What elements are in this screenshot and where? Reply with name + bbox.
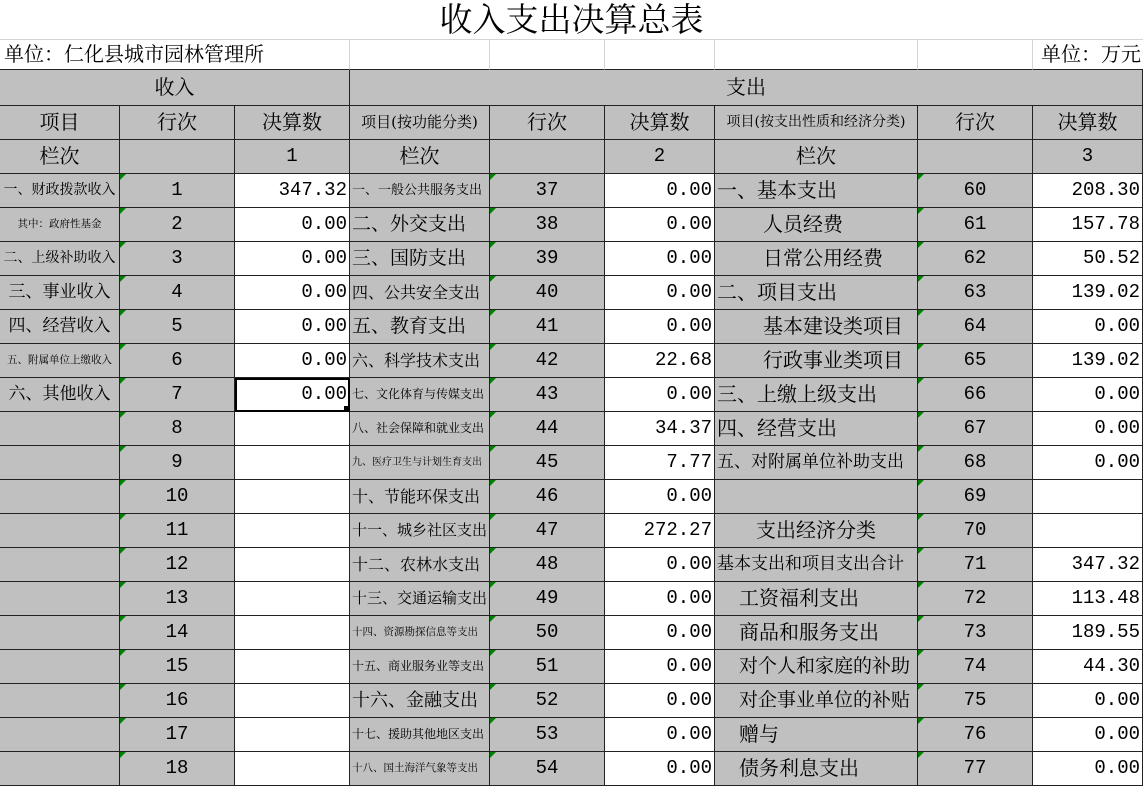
income-amount-cell[interactable]: 347.32 [235,174,350,208]
income-item-cell[interactable] [0,752,120,786]
economic-line-cell[interactable]: 65 [918,344,1033,378]
income-line-cell[interactable]: 13 [120,582,235,616]
income-line-cell[interactable]: 3 [120,242,235,276]
function-line-cell[interactable]: 41 [490,310,605,344]
income-item-cell[interactable]: 二、上级补助收入 [0,242,120,276]
function-line-cell[interactable]: 43 [490,378,605,412]
function-amount-cell[interactable]: 0.00 [605,718,715,752]
income-line-cell[interactable]: 11 [120,514,235,548]
income-amount-cell[interactable] [235,582,350,616]
function-line-cell[interactable]: 42 [490,344,605,378]
economic-item-cell[interactable]: 债务利息支出 [715,752,918,786]
economic-item-cell[interactable]: 赠与 [715,718,918,752]
income-line-cell[interactable]: 4 [120,276,235,310]
economic-item-cell[interactable] [715,480,918,514]
income-amount-header[interactable]: 决算数 [235,106,350,140]
income-line-cell[interactable]: 15 [120,650,235,684]
income-amount-cell[interactable]: 0.00 [235,208,350,242]
function-item-cell[interactable]: 十二、农林水支出 [350,548,490,582]
economic-line-cell[interactable]: 69 [918,480,1033,514]
unit-right-label[interactable]: 单位：万元 [1033,40,1143,70]
economic-amount-cell[interactable]: 113.48 [1033,582,1143,616]
function-line-cell[interactable]: 46 [490,480,605,514]
income-item-cell[interactable] [0,650,120,684]
income-amount-cell[interactable] [235,684,350,718]
function-amount-cell[interactable]: 0.00 [605,174,715,208]
income-column-index-label[interactable]: 栏次 [0,140,120,174]
economic-item-cell[interactable]: 三、上缴上级支出 [715,378,918,412]
income-section-header[interactable]: 收入 [0,70,350,106]
economic-line-cell[interactable]: 63 [918,276,1033,310]
function-amount-cell[interactable]: 0.00 [605,242,715,276]
function-amount-cell[interactable]: 7.77 [605,446,715,480]
economic-amount-cell[interactable]: 139.02 [1033,276,1143,310]
function-line-cell[interactable]: 44 [490,412,605,446]
income-item-cell[interactable] [0,616,120,650]
income-item-header[interactable]: 项目 [0,106,120,140]
function-amount-cell[interactable]: 22.68 [605,344,715,378]
economic-amount-cell[interactable] [1033,514,1143,548]
economic-line-cell[interactable]: 76 [918,718,1033,752]
income-amount-cell-selected[interactable]: 0.00 [235,378,350,412]
income-amount-cell[interactable] [235,548,350,582]
income-item-cell[interactable]: 一、财政拨款收入 [0,174,120,208]
economic-item-cell[interactable]: 四、经营支出 [715,412,918,446]
economic-line-cell[interactable]: 70 [918,514,1033,548]
economic-amount-header[interactable]: 决算数 [1033,106,1143,140]
economic-item-cell[interactable]: 一、基本支出 [715,174,918,208]
economic-amount-index[interactable]: 3 [1033,140,1143,174]
function-amount-cell[interactable]: 0.00 [605,752,715,786]
function-item-cell[interactable]: 十一、城乡社区支出 [350,514,490,548]
economic-line-cell[interactable]: 72 [918,582,1033,616]
income-item-cell[interactable] [0,718,120,752]
function-line-cell[interactable]: 53 [490,718,605,752]
income-line-cell[interactable]: 16 [120,684,235,718]
economic-amount-cell[interactable]: 347.32 [1033,548,1143,582]
economic-line-cell[interactable]: 67 [918,412,1033,446]
economic-item-cell[interactable]: 对个人和家庭的补助 [715,650,918,684]
income-item-cell[interactable] [0,446,120,480]
income-amount-cell[interactable]: 0.00 [235,242,350,276]
economic-amount-cell[interactable]: 44.30 [1033,650,1143,684]
income-line-cell[interactable]: 17 [120,718,235,752]
economic-amount-cell[interactable]: 0.00 [1033,412,1143,446]
economic-item-cell[interactable]: 日常公用经费 [715,242,918,276]
economic-item-header[interactable]: 项目(按支出性质和经济分类) [715,106,918,140]
economic-item-cell[interactable]: 支出经济分类 [715,514,918,548]
economic-amount-cell[interactable]: 0.00 [1033,718,1143,752]
income-amount-cell[interactable]: 0.00 [235,276,350,310]
income-line-cell[interactable]: 9 [120,446,235,480]
function-item-cell[interactable]: 五、教育支出 [350,310,490,344]
unit-row-blank-cell[interactable] [918,40,1033,70]
economic-item-cell[interactable]: 人员经费 [715,208,918,242]
economic-amount-cell[interactable]: 189.55 [1033,616,1143,650]
function-amount-cell[interactable]: 0.00 [605,684,715,718]
income-line-cell[interactable]: 10 [120,480,235,514]
function-item-cell[interactable]: 十五、商业服务业等支出 [350,650,490,684]
function-line-index-blank[interactable] [490,140,605,174]
income-amount-index[interactable]: 1 [235,140,350,174]
economic-item-cell[interactable]: 工资福利支出 [715,582,918,616]
income-amount-cell[interactable] [235,480,350,514]
unit-left-label[interactable]: 单位：仁化县城市园林管理所 [0,40,350,70]
income-item-cell[interactable] [0,412,120,446]
function-line-cell[interactable]: 40 [490,276,605,310]
function-item-cell[interactable]: 十六、金融支出 [350,684,490,718]
economic-line-cell[interactable]: 61 [918,208,1033,242]
income-amount-cell[interactable] [235,412,350,446]
income-amount-cell[interactable]: 0.00 [235,310,350,344]
economic-item-cell[interactable]: 基本建设类项目 [715,310,918,344]
function-item-cell[interactable]: 十、节能环保支出 [350,480,490,514]
income-item-cell[interactable]: 五、附属单位上缴收入 [0,344,120,378]
function-line-cell[interactable]: 50 [490,616,605,650]
income-line-cell[interactable]: 7 [120,378,235,412]
income-item-cell[interactable] [0,684,120,718]
economic-item-cell[interactable]: 商品和服务支出 [715,616,918,650]
function-line-cell[interactable]: 48 [490,548,605,582]
unit-row-blank-cell[interactable] [350,40,490,70]
function-amount-header[interactable]: 决算数 [605,106,715,140]
economic-line-cell[interactable]: 73 [918,616,1033,650]
economic-line-cell[interactable]: 77 [918,752,1033,786]
function-item-cell[interactable]: 十八、国土海洋气象等支出 [350,752,490,786]
function-item-cell[interactable]: 九、医疗卫生与计划生育支出 [350,446,490,480]
function-amount-cell[interactable]: 0.00 [605,616,715,650]
function-amount-cell[interactable]: 0.00 [605,208,715,242]
income-amount-cell[interactable] [235,718,350,752]
economic-amount-cell[interactable]: 0.00 [1033,446,1143,480]
function-amount-cell[interactable]: 0.00 [605,378,715,412]
function-item-cell[interactable]: 六、科学技术支出 [350,344,490,378]
income-line-index-blank[interactable] [120,140,235,174]
income-item-cell[interactable]: 六、其他收入 [0,378,120,412]
income-item-cell[interactable]: 四、经营收入 [0,310,120,344]
economic-line-cell[interactable]: 74 [918,650,1033,684]
economic-column-index-label[interactable]: 栏次 [715,140,918,174]
economic-line-header[interactable]: 行次 [918,106,1033,140]
function-item-cell[interactable]: 八、社会保障和就业支出 [350,412,490,446]
function-line-cell[interactable]: 39 [490,242,605,276]
function-item-cell[interactable]: 十七、援助其他地区支出 [350,718,490,752]
income-line-cell[interactable]: 6 [120,344,235,378]
economic-amount-cell[interactable]: 50.52 [1033,242,1143,276]
income-item-cell[interactable] [0,480,120,514]
function-item-cell[interactable]: 十四、资源勘探信息等支出 [350,616,490,650]
function-amount-cell[interactable]: 0.00 [605,310,715,344]
function-line-cell[interactable]: 51 [490,650,605,684]
report-title[interactable]: 收入支出决算总表 [0,0,1143,40]
economic-line-cell[interactable]: 75 [918,684,1033,718]
income-line-cell[interactable]: 1 [120,174,235,208]
economic-amount-cell[interactable]: 0.00 [1033,752,1143,786]
income-line-cell[interactable]: 12 [120,548,235,582]
function-item-cell[interactable]: 四、公共安全支出 [350,276,490,310]
economic-item-cell[interactable]: 基本支出和项目支出合计 [715,548,918,582]
function-amount-cell[interactable]: 0.00 [605,480,715,514]
economic-amount-cell[interactable]: 0.00 [1033,310,1143,344]
income-line-cell[interactable]: 8 [120,412,235,446]
income-amount-cell[interactable] [235,514,350,548]
function-item-cell[interactable]: 三、国防支出 [350,242,490,276]
function-amount-cell[interactable]: 34.37 [605,412,715,446]
economic-item-cell[interactable]: 行政事业类项目 [715,344,918,378]
function-amount-cell[interactable]: 0.00 [605,548,715,582]
function-amount-cell[interactable]: 0.00 [605,650,715,684]
income-amount-cell[interactable] [235,650,350,684]
function-line-cell[interactable]: 37 [490,174,605,208]
function-amount-cell[interactable]: 0.00 [605,276,715,310]
function-item-header[interactable]: 项目(按功能分类) [350,106,490,140]
function-item-cell[interactable]: 十三、交通运输支出 [350,582,490,616]
economic-line-cell[interactable]: 71 [918,548,1033,582]
function-line-cell[interactable]: 47 [490,514,605,548]
function-amount-index[interactable]: 2 [605,140,715,174]
function-line-header[interactable]: 行次 [490,106,605,140]
income-amount-cell[interactable] [235,752,350,786]
unit-row-blank-cell[interactable] [605,40,715,70]
economic-line-cell[interactable]: 62 [918,242,1033,276]
function-amount-cell[interactable]: 272.27 [605,514,715,548]
income-amount-cell[interactable] [235,446,350,480]
function-line-cell[interactable]: 54 [490,752,605,786]
function-item-cell[interactable]: 二、外交支出 [350,208,490,242]
economic-item-cell[interactable]: 二、项目支出 [715,276,918,310]
economic-item-cell[interactable]: 对企事业单位的补贴 [715,684,918,718]
economic-amount-cell[interactable]: 208.30 [1033,174,1143,208]
economic-line-cell[interactable]: 68 [918,446,1033,480]
function-line-cell[interactable]: 45 [490,446,605,480]
economic-amount-cell[interactable]: 0.00 [1033,684,1143,718]
income-amount-cell[interactable] [235,616,350,650]
economic-line-cell[interactable]: 64 [918,310,1033,344]
income-amount-cell[interactable]: 0.00 [235,344,350,378]
function-column-index-label[interactable]: 栏次 [350,140,490,174]
income-line-cell[interactable]: 18 [120,752,235,786]
economic-item-cell[interactable]: 五、对附属单位补助支出 [715,446,918,480]
income-line-header[interactable]: 行次 [120,106,235,140]
economic-amount-cell[interactable]: 139.02 [1033,344,1143,378]
expenditure-section-header[interactable]: 支出 [350,70,1143,106]
function-item-cell[interactable]: 七、文化体育与传媒支出 [350,378,490,412]
income-line-cell[interactable]: 5 [120,310,235,344]
income-item-cell[interactable] [0,582,120,616]
function-item-cell[interactable]: 一、一般公共服务支出 [350,174,490,208]
income-item-cell[interactable]: 三、事业收入 [0,276,120,310]
economic-line-index-blank[interactable] [918,140,1033,174]
function-line-cell[interactable]: 49 [490,582,605,616]
income-line-cell[interactable]: 14 [120,616,235,650]
income-item-cell[interactable]: 其中：政府性基金 [0,208,120,242]
unit-row-blank-cell[interactable] [715,40,918,70]
economic-amount-cell[interactable] [1033,480,1143,514]
income-item-cell[interactable] [0,514,120,548]
economic-line-cell[interactable]: 60 [918,174,1033,208]
income-line-cell[interactable]: 2 [120,208,235,242]
function-amount-cell[interactable]: 0.00 [605,582,715,616]
function-line-cell[interactable]: 38 [490,208,605,242]
unit-row-blank-cell[interactable] [490,40,605,70]
economic-amount-cell[interactable]: 0.00 [1033,378,1143,412]
economic-line-cell[interactable]: 66 [918,378,1033,412]
function-line-cell[interactable]: 52 [490,684,605,718]
income-item-cell[interactable] [0,548,120,582]
economic-amount-cell[interactable]: 157.78 [1033,208,1143,242]
